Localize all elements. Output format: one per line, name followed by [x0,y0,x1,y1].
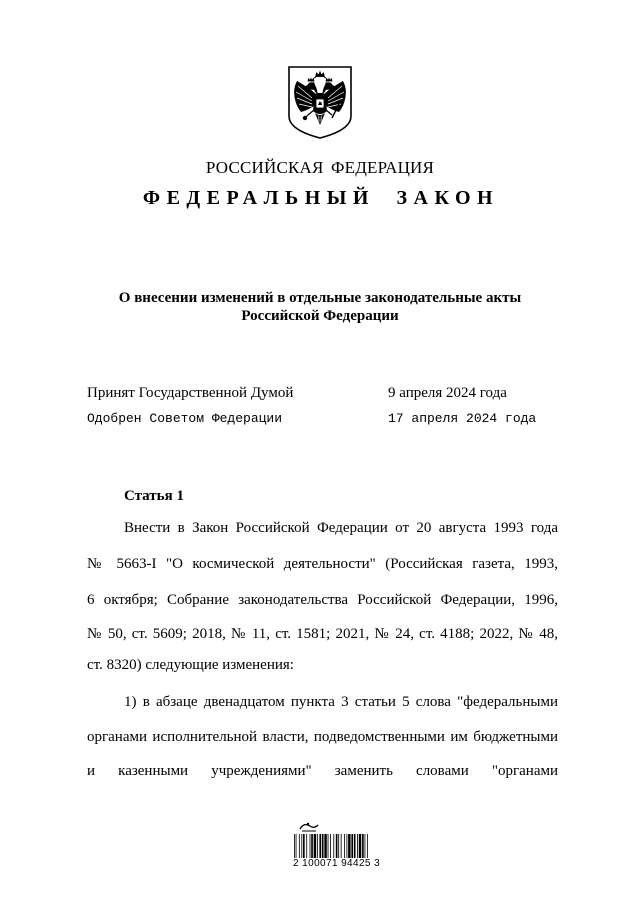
barcode-bar [341,834,342,858]
barcode-bar [359,834,361,858]
barcode-bar [346,834,347,858]
law-title-line-2: Российской Федерации [241,308,399,324]
barcode-bar [317,834,318,858]
council-approval-label: Одобрен Советом Федерации [87,411,283,426]
barcode-bar [338,834,339,858]
barcode-bar [311,834,313,858]
document-type-heading: ФЕДЕРАЛЬНЫЙ ЗАКОН [142,187,500,209]
barcode-icon [291,820,375,860]
article-text-line: № 5663-I "О космической деятельности" (Российская газета, 1993, [87,556,558,572]
barcode-bar [357,834,358,858]
council-approval-date: 17 апреля 2024 года [388,411,537,426]
article-text-line: № 50, ст. 5609; 2018, № 11, ст. 1581; 2021, № 24, ст. 4188; 2022, № 48, [87,626,558,642]
coat-of-arms-emblem [286,64,354,140]
barcode-bar [306,834,307,858]
duma-adoption-label: Принят Государственной Думой [87,385,294,401]
barcode-bar [324,834,326,858]
barcode-bar [365,834,366,858]
article-text-line: и казенными учреждениями" заменить словами "органами [87,763,558,779]
barcode-bar [354,834,356,858]
article-text-line: Внести в Закон Российской Федерации от 20 августа 1993 года [124,520,558,536]
barcode-bar [322,834,324,858]
barcode-number: 2 100071 94425 3 [293,858,381,869]
barcode [291,820,375,860]
barcode-bar [351,834,353,858]
article-heading: Статья 1 [124,488,184,504]
article-text-line: 1) в абзаце двенадцатом пункта 3 статьи 5 слова "федеральными [124,694,558,710]
barcode-bar [319,834,321,858]
barcode-bar [303,834,305,858]
barcode-bar [310,834,311,858]
double-headed-eagle-icon [286,64,354,140]
barcode-bar [362,834,364,858]
barcode-bar [333,834,334,858]
barcode-bar [336,834,338,858]
article-text-line: органами исполнительной власти, подведомственными им бюджетными [87,729,558,745]
country-heading: РОССИЙСКАЯ ФЕДЕРАЦИЯ [205,158,435,177]
barcode-bar [348,834,350,858]
barcode-bar [301,834,302,858]
barcode-bar [296,834,297,858]
barcode-bar [314,834,316,858]
barcode-bar [367,834,368,858]
duma-adoption-date: 9 апреля 2024 года [388,385,507,401]
barcode-bar [294,834,295,858]
barcode-bar [344,834,345,858]
article-text-line: ст. 8320) следующие изменения: [87,657,294,673]
article-text-line: 6 октября; Собрание законодательства Российской Федерации, 1996, [87,592,558,608]
barcode-bar [330,834,331,858]
barcode-bar [328,834,329,858]
barcode-bar [299,834,300,858]
registry-mark-icon [300,823,318,831]
law-title-line-1: О внесении изменений в отдельные законодательные акты [118,290,522,306]
